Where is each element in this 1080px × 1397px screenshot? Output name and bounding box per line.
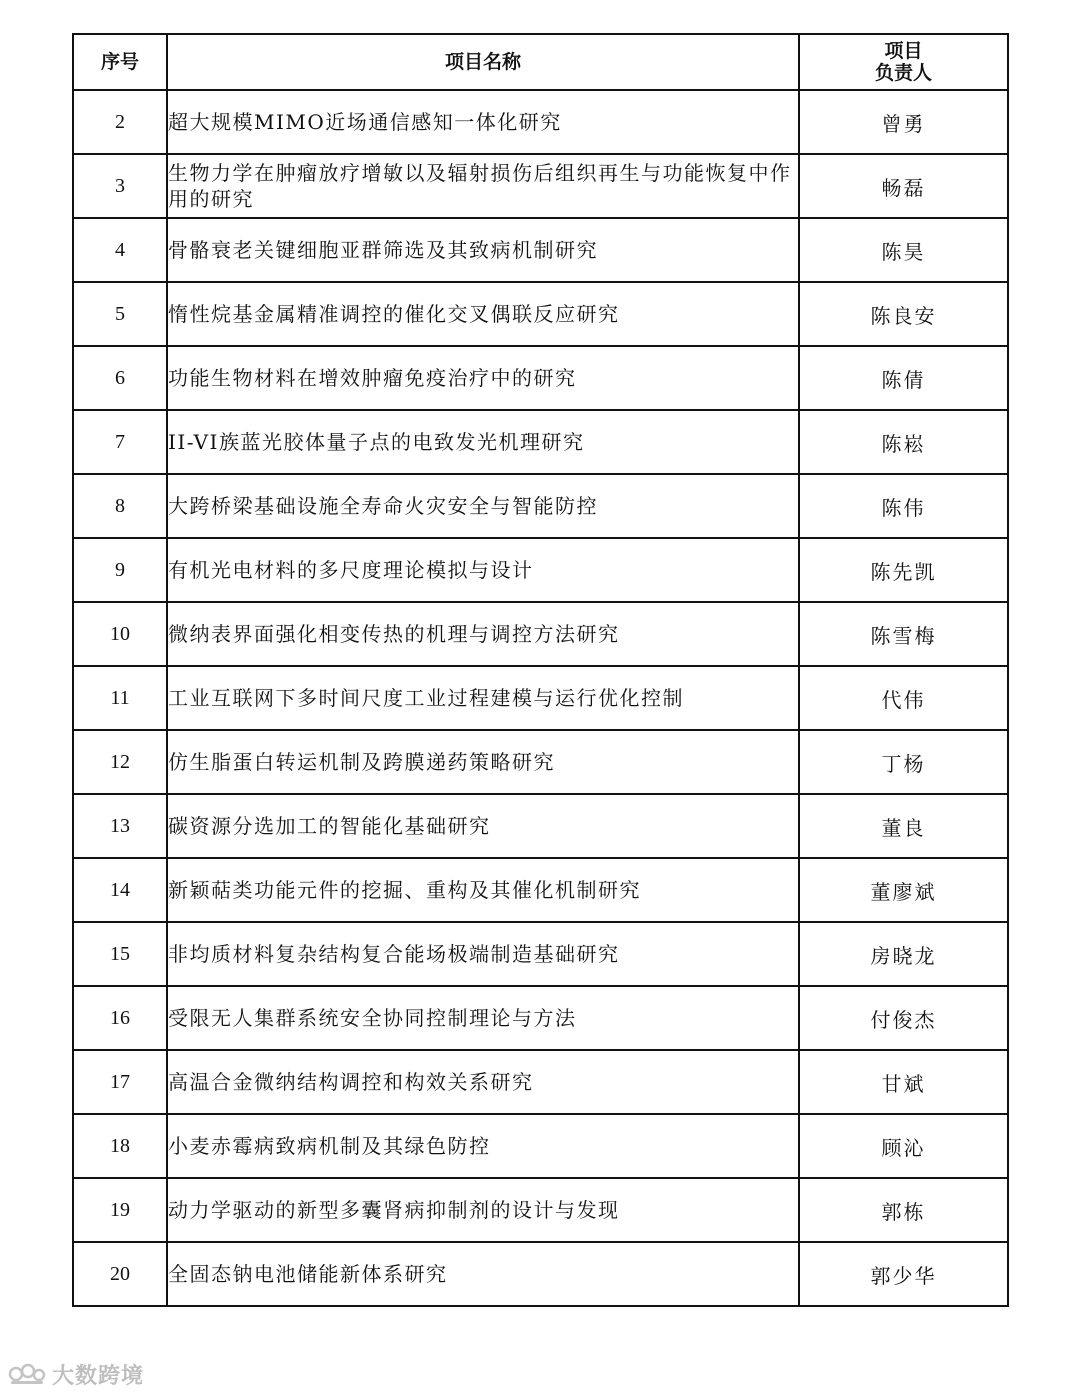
row-number: 10 bbox=[73, 602, 167, 666]
project-lead: 陈伟 bbox=[799, 474, 1008, 538]
header-lead-line1: 项目 bbox=[884, 40, 923, 62]
row-number: 15 bbox=[73, 922, 167, 986]
project-name: 高温合金微纳结构调控和构效关系研究 bbox=[167, 1050, 799, 1114]
project-lead: 陈雪梅 bbox=[799, 602, 1008, 666]
table-row bbox=[73, 858, 1008, 922]
header-no: 序号 bbox=[73, 34, 167, 90]
row-number: 14 bbox=[73, 858, 167, 922]
table-row bbox=[73, 282, 1008, 346]
project-lead: 董良 bbox=[799, 794, 1008, 858]
row-number: 19 bbox=[73, 1178, 167, 1242]
watermark-text: 大数跨境 bbox=[52, 1363, 145, 1389]
project-name: 碳资源分选加工的智能化基础研究 bbox=[167, 794, 799, 858]
project-name: 新颖萜类功能元件的挖掘、重构及其催化机制研究 bbox=[167, 858, 799, 922]
project-lead: 陈倩 bbox=[799, 346, 1008, 410]
row-number: 17 bbox=[73, 1050, 167, 1114]
table-row bbox=[73, 1178, 1008, 1242]
watermark bbox=[8, 1356, 144, 1392]
project-lead: 郭栋 bbox=[799, 1178, 1008, 1242]
project-lead: 房晓龙 bbox=[799, 922, 1008, 986]
row-number: 6 bbox=[73, 346, 167, 410]
project-name: 微纳表界面强化相变传热的机理与调控方法研究 bbox=[167, 602, 799, 666]
project-name: 动力学驱动的新型多囊肾病抑制剂的设计与发现 bbox=[167, 1178, 799, 1242]
project-lead: 顾沁 bbox=[799, 1114, 1008, 1178]
table-row bbox=[73, 1050, 1008, 1114]
project-lead: 董廖斌 bbox=[799, 858, 1008, 922]
project-name: 有机光电材料的多尺度理论模拟与设计 bbox=[167, 538, 799, 602]
row-number: 16 bbox=[73, 986, 167, 1050]
table-row bbox=[73, 346, 1008, 410]
projects-table bbox=[72, 33, 1009, 1307]
table-row bbox=[73, 1242, 1008, 1306]
row-number: 3 bbox=[73, 154, 167, 218]
project-lead: 代伟 bbox=[799, 666, 1008, 730]
table-row bbox=[73, 922, 1008, 986]
project-lead: 陈昊 bbox=[799, 218, 1008, 282]
project-lead: 丁杨 bbox=[799, 730, 1008, 794]
table-body bbox=[73, 90, 1008, 1306]
table-row bbox=[73, 410, 1008, 474]
row-number: 2 bbox=[73, 90, 167, 154]
header-lead-line2: 负责人 bbox=[874, 62, 932, 84]
row-number: 11 bbox=[73, 666, 167, 730]
project-lead: 甘斌 bbox=[799, 1050, 1008, 1114]
table-row bbox=[73, 666, 1008, 730]
row-number: 5 bbox=[73, 282, 167, 346]
project-name: 工业互联网下多时间尺度工业过程建模与运行优化控制 bbox=[167, 666, 799, 730]
table-row bbox=[73, 986, 1008, 1050]
row-number: 9 bbox=[73, 538, 167, 602]
project-name: 全固态钠电池储能新体系研究 bbox=[167, 1242, 799, 1306]
project-name: 惰性烷基金属精准调控的催化交叉偶联反应研究 bbox=[167, 282, 799, 346]
project-lead: 陈先凯 bbox=[799, 538, 1008, 602]
table-row bbox=[73, 602, 1008, 666]
row-number: 4 bbox=[73, 218, 167, 282]
project-lead: 付俊杰 bbox=[799, 986, 1008, 1050]
project-name: 仿生脂蛋白转运机制及跨膜递药策略研究 bbox=[167, 730, 799, 794]
table-row bbox=[73, 538, 1008, 602]
table-row bbox=[73, 90, 1008, 154]
header-project-name: 项目名称 bbox=[167, 34, 799, 90]
row-number: 8 bbox=[73, 474, 167, 538]
table-row bbox=[73, 1114, 1008, 1178]
row-number: 18 bbox=[73, 1114, 167, 1178]
header-project-lead bbox=[799, 34, 1008, 90]
project-name: 生物力学在肿瘤放疗增敏以及辐射损伤后组织再生与功能恢复中作用的研究 bbox=[167, 154, 799, 218]
row-number: 12 bbox=[73, 730, 167, 794]
row-number: 20 bbox=[73, 1242, 167, 1306]
project-name: 非均质材料复杂结构复合能场极端制造基础研究 bbox=[167, 922, 799, 986]
project-lead: 陈崧 bbox=[799, 410, 1008, 474]
project-name: 功能生物材料在增效肿瘤免疫治疗中的研究 bbox=[167, 346, 799, 410]
row-number: 7 bbox=[73, 410, 167, 474]
brand-logo-icon bbox=[8, 1361, 46, 1387]
table-row bbox=[73, 218, 1008, 282]
project-lead: 陈良安 bbox=[799, 282, 1008, 346]
row-number: 13 bbox=[73, 794, 167, 858]
project-name: 大跨桥梁基础设施全寿命火灾安全与智能防控 bbox=[167, 474, 799, 538]
table-row bbox=[73, 474, 1008, 538]
project-lead: 曾勇 bbox=[799, 90, 1008, 154]
project-name: 骨骼衰老关键细胞亚群筛选及其致病机制研究 bbox=[167, 218, 799, 282]
table-row bbox=[73, 730, 1008, 794]
project-name: 小麦赤霉病致病机制及其绿色防控 bbox=[167, 1114, 799, 1178]
table-row bbox=[73, 154, 1008, 218]
project-lead: 畅磊 bbox=[799, 154, 1008, 218]
header-row bbox=[73, 34, 1008, 90]
table-header bbox=[73, 34, 1008, 90]
project-name: 超大规模MIMO近场通信感知一体化研究 bbox=[167, 90, 799, 154]
project-name: II-VI族蓝光胶体量子点的电致发光机理研究 bbox=[167, 410, 799, 474]
project-name: 受限无人集群系统安全协同控制理论与方法 bbox=[167, 986, 799, 1050]
table-row bbox=[73, 794, 1008, 858]
project-lead: 郭少华 bbox=[799, 1242, 1008, 1306]
